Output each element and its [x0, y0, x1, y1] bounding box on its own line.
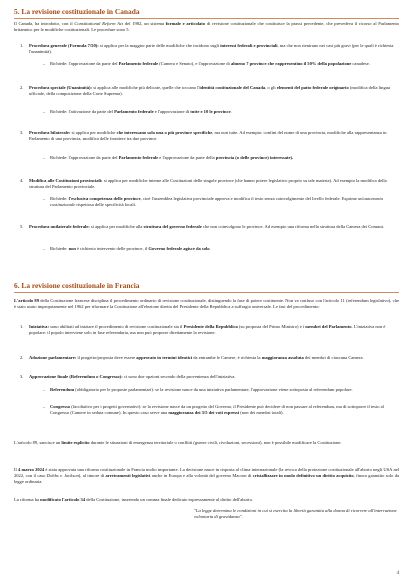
requirement-text	[50, 196, 383, 207]
option-text	[50, 387, 353, 392]
bold-text: struttura del governo federale	[143, 224, 202, 229]
bullet: –	[43, 155, 46, 160]
canada-procedure-4	[20, 178, 396, 190]
list-number: 4.	[20, 178, 24, 183]
text-run: rispettosa delle specificità locali.	[75, 202, 136, 208]
text-run: è richiesto intervento delle province, il	[75, 246, 149, 251]
text-run: di revisione costituzionale che costituisce la prassi precedente, che prevedeva il ricorso al Parlamento britannico per le modifiche costituzionali. Le procedure sono 5.	[14, 21, 400, 33]
list-number: 3.	[20, 130, 24, 135]
text-run: dei membri di ciascuna Camera.	[303, 355, 364, 360]
bold-text: Presidente della Repubblica	[183, 324, 238, 329]
section-rule	[14, 292, 399, 293]
bold-text: Approvazione finale (Referendum o Congresso):	[29, 374, 123, 379]
bold-text: Governo federale agisce da solo	[148, 246, 210, 251]
bold-text: Parlamento federale	[114, 109, 154, 114]
procedure-text	[29, 43, 396, 55]
text-run: Richiede:	[50, 196, 69, 201]
bullet: –	[43, 404, 46, 409]
text-run: Richiede: l'attivazione da parte del	[50, 109, 115, 114]
quote-articolo-34: "La legge determina le condizioni in cui si esercita la libertà garantita alla donna di ricorrere all'interruzione volontaria di gravidanza".	[194, 508, 397, 520]
procedure-text	[29, 178, 396, 190]
requirement-text	[50, 109, 232, 114]
bold-text: Procedura speciale (Unanimità):	[29, 85, 93, 90]
text-run: (obbligatorio per le proposte parlamentari): se la revisione nasce da una iniziativa parlamentare, l'approvazione viene sottoposta al referendum popolare.	[74, 387, 353, 392]
bold-text: Congresso	[50, 404, 71, 409]
text-run: (facoltativo per i progetti governativi): se la revisione nasce da un progetto del Governo, il Presidente può decidere di non passare al referendum, ma di sottoporre il testo al Congresso (Camere in seduta comune). In questo caso serve una	[50, 404, 384, 416]
phase-text	[29, 374, 396, 380]
bullet: –	[43, 387, 46, 392]
bold-text: Modifica alle Costituzioni provinciali:	[29, 178, 103, 183]
bold-text: Procedura unilaterale federale:	[29, 224, 90, 229]
italic-text: Dobbs v. Jackson	[46, 473, 79, 479]
text-run: il progetto/proposta deve essere	[76, 355, 137, 360]
francia-phase-2	[20, 355, 396, 361]
bullet: –	[43, 109, 46, 114]
italic-text: Constitutional Reform Act	[74, 21, 124, 26]
list-number: 1.	[20, 43, 24, 48]
text-run: della Costituzione, inserendo un comma finale dedicato espressamente al diritto dell'aborto.	[85, 497, 253, 502]
bold-text: maggioranza assoluta	[261, 355, 304, 360]
text-run: .	[230, 109, 232, 114]
bold-text: l'esclusiva competenza delle province	[68, 196, 141, 201]
page-number: 4	[396, 571, 399, 576]
francia-option-congresso	[43, 404, 396, 416]
canada-procedure-5	[20, 224, 396, 230]
canada-requirement-1	[43, 61, 396, 67]
procedure-text	[29, 224, 396, 230]
bold-text: Adozione parlamentare:	[29, 355, 77, 360]
bold-text: cristallizzare in modo definitivo un diritto acquisito	[252, 473, 354, 479]
bold-text: che interessano solo una o più province specifiche	[116, 130, 213, 135]
francia-option-referendum	[43, 387, 396, 393]
francia-phase-3	[20, 374, 396, 380]
list-number: 1.	[20, 324, 24, 329]
text-run: Richiede: l'approvazione da parte del	[50, 61, 119, 66]
bold-text: Referendum	[50, 387, 75, 392]
text-run: (su proposta del Primo Ministro) e i	[237, 324, 306, 329]
requirement-text	[50, 246, 211, 251]
text-run: (Camera e Senato), e l'approvazione di	[158, 61, 231, 66]
bold-text: arretramenti legislativi	[105, 473, 151, 479]
bold-text: non	[68, 246, 76, 251]
text-run: ci sono due opzioni secondo della provenienza dell'iniziativa.	[122, 374, 236, 379]
text-run: (non dei membri totali).	[239, 410, 284, 416]
bold-text: approvato in termini identici	[136, 355, 193, 360]
bold-text: membri del Parlamento	[305, 324, 352, 329]
text-run: ), al timore di	[78, 473, 106, 479]
text-run: , cioè l'assemblea legislativa provinciale approva e modifica il testo senza coinvolgimento del livello federale. Esprime un'	[140, 196, 364, 201]
text-run: L'articolo 89, sancisce un	[14, 440, 62, 445]
text-run: . L'iniziativa non è popolare: il popolo interviene solo in fase referendaria, ma non può proporre direttamente la revisione.	[29, 324, 386, 336]
section-title-francia: 6. La revisione costituzionale in Francia	[14, 281, 140, 290]
section-title-canada: 5. La revisione costituzionale in Canada	[14, 7, 140, 16]
bold-text: limite esplicito	[61, 440, 90, 445]
text-run: da entrambe le Camere, è richiesta la	[192, 355, 262, 360]
bold-text: formale e articolato	[165, 21, 206, 26]
list-number: 5.	[20, 224, 24, 229]
bold-text: provincia (o delle province) interessate).	[215, 155, 294, 160]
bold-text: Iniziativa:	[29, 324, 49, 329]
riforma-2024-paragraph	[14, 467, 399, 485]
text-run: si applica per modifiche alla	[89, 224, 144, 229]
text-run: della Costituzione francese disciplina il procedimento ordinario di revisione costituzionale, distinguendo la fase di potere costituente. Non va confuso con l'articolo 11 (referendum legislativo), che è stato usato impropriamente nel 1962 per riformare la Costituzione all'elezione diretta del Presidente della Repubblica a suffragio universale. Le fasi del procedimento:	[14, 298, 399, 310]
bold-text: tutte e 10 le province	[190, 109, 231, 114]
francia-intro	[14, 298, 399, 310]
text-run: Richiede: l'approvazione da parte del	[50, 155, 119, 160]
canada-procedure-1	[20, 43, 396, 55]
text-run: (modifica della lingua ufficiale, della composizione della Corte Suprema).	[29, 85, 391, 97]
section-rule	[14, 18, 399, 19]
procedure-text	[29, 85, 396, 97]
canada-procedure-3	[20, 130, 396, 142]
text-run: , o gli	[265, 85, 277, 90]
bold-text: modificato l'articolo 34	[40, 497, 86, 502]
text-run: sono abilitati ad iniziare il procedimento di revisione costituzionale sia il	[48, 324, 184, 329]
articolo-34-paragraph	[14, 497, 399, 503]
phase-text	[29, 355, 396, 361]
bold-text: almeno 7 province che rappresentino il 50% della popolazione	[230, 61, 352, 66]
bold-text: Procedura generale (Formula 7/50):	[29, 43, 99, 48]
text-run: si applica alle modifiche più delicate, quelle che toccano l'	[92, 85, 200, 90]
text-run: anche in Europa e alla volontà del governo Macron di	[150, 473, 253, 479]
text-run: canadese.	[351, 61, 370, 66]
text-run: .	[209, 246, 211, 251]
text-run: La riforma ha	[14, 497, 41, 502]
text-run: e l'approvazione da parte della	[158, 155, 216, 160]
text-run: , finora garantito solo da legge ordinaria.	[14, 473, 399, 485]
procedure-text	[29, 130, 396, 142]
bullet: –	[43, 246, 46, 251]
canada-requirement-3	[43, 155, 396, 161]
text-run: Il	[14, 467, 18, 472]
canada-requirement-2	[43, 109, 396, 115]
bold-text: identità costituzionale del Canada	[199, 85, 266, 90]
bullet: –	[43, 61, 46, 66]
list-number: 2.	[20, 355, 24, 360]
bullet: –	[43, 196, 46, 201]
text-run: si applica per modifiche interne alle Costituzioni delle singole province (che hanno potere legislativo proprio su tale materia). Ad esempio la modifica della struttura del Parlamento provinciale.	[29, 178, 387, 190]
list-number: 2.	[20, 85, 24, 90]
text-run: Il Canada, ha introdotto, con il	[14, 21, 75, 26]
text-run: si applica per la maggior parte delle modifiche che incidono sugli	[98, 43, 221, 48]
text-run: è stata approvata una riforma costituzionale in Francia molto importante. La decisione nasce in risposta al clima internazionale (la revoca della protezione costituzionale all'aborto negli USA nel 2022, con il caso	[14, 467, 399, 479]
canada-procedure-2	[20, 85, 396, 97]
text-run: durante le situazioni di emergenza territoriale o conflitti (guerre civili, rivoluzioni, secessioni), non è possibile modificare la Costituzione.	[89, 440, 342, 445]
canada-requirement-5	[43, 246, 396, 252]
requirement-text	[50, 61, 370, 66]
bold-text: L'articolo 89	[14, 298, 39, 303]
text-run: Richiede:	[50, 246, 69, 251]
bold-text: Parlamento federale	[118, 155, 159, 160]
phase-text	[29, 324, 396, 336]
bold-text: 4 marzo 2024	[18, 467, 45, 472]
text-run: che non coinvolgono le province. Ad esempio una riforma nella struttura della Camera dei Comuni.	[201, 224, 385, 229]
bold-text: Parlamento federale	[118, 61, 159, 66]
italic-text: autonomia costituzionale	[50, 196, 383, 208]
limite-paragraph	[14, 440, 399, 446]
francia-phase-1	[20, 324, 396, 336]
list-number: 3.	[20, 374, 24, 379]
text-run: si applica per modifiche	[70, 130, 117, 135]
text-run: del 1982, un sistema	[123, 21, 166, 26]
text-run: e l'approvazione di	[153, 109, 191, 114]
bold-text: Procedura bilaterale:	[29, 130, 71, 135]
text-run: , ma che non rientrano nei casi più gravi (per le quali è richiesta l'unanimità).	[29, 43, 394, 55]
text-run: , ma non tutte. Ad esempio: confini del nome di una provincia, modifiche alla rappresentanza in Parlamento di una provincia, modifica delle frontiere tra due province.	[29, 130, 387, 142]
bold-text: elementi del patto federale originario	[276, 85, 349, 90]
bold-text: interessi federali e provinciali	[220, 43, 278, 48]
option-text	[50, 404, 384, 415]
canada-intro	[14, 21, 399, 33]
bold-text: maggioranza dei 3/5 dei voti espressi	[168, 410, 240, 416]
requirement-text	[50, 155, 293, 160]
canada-requirement-4	[43, 196, 396, 208]
